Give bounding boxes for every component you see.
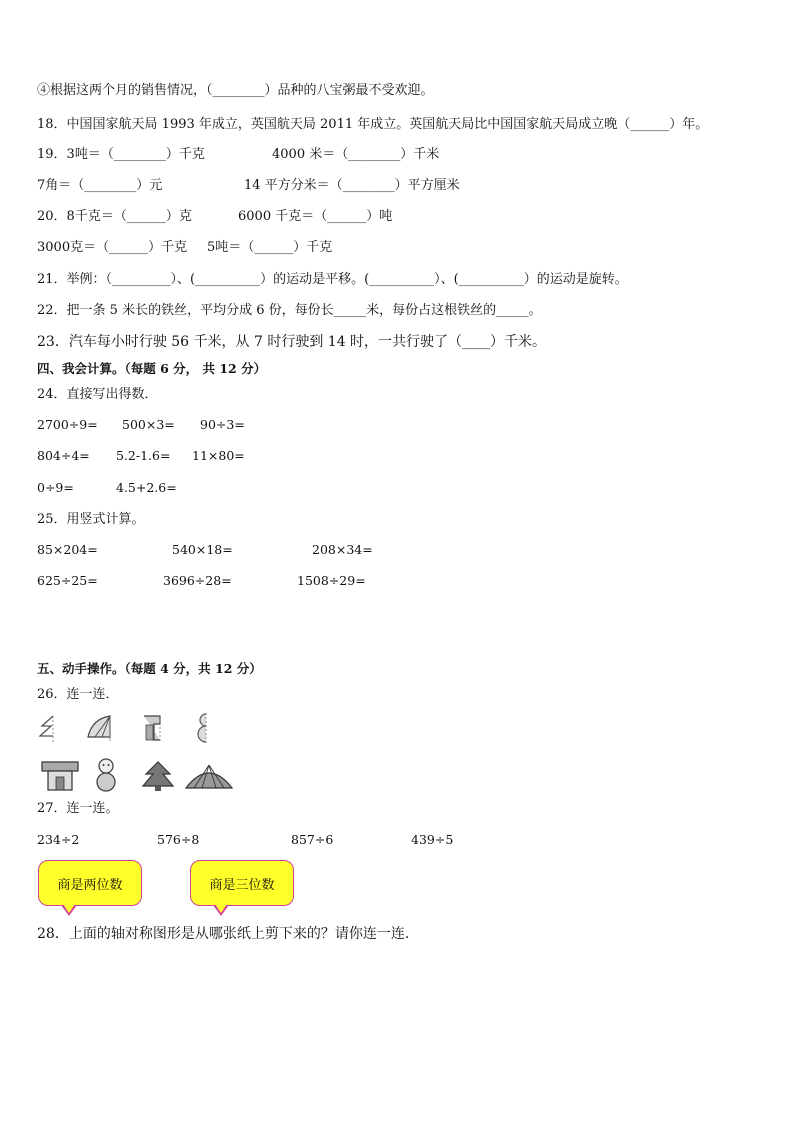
section-5-heading [37,660,262,678]
question-24 [37,386,158,404]
q19-a: 19．3吨＝（________）千克 [37,147,205,162]
q27-expression: 576÷8 [157,832,200,847]
question-26 [37,686,119,704]
q27-expression: 234÷2 [37,832,80,847]
snowman-icon [94,757,118,793]
question-22 [37,302,542,320]
question-19-row2b [244,177,460,195]
q17-part4 [37,82,434,100]
q17-part4-text: ④根据这两个月的销售情况，（________）品种的八宝粥最不受欢迎。 [37,83,434,98]
three-digit-label: 商是三位数 [209,877,275,893]
question-26-text: 26．连一连． [37,687,119,702]
two-digit-label: 商是两位数 [57,877,123,893]
q25-item: 1508÷29= [297,573,366,588]
q25-item: 625÷25= [37,573,98,588]
q24-item: 4.5+2.6= [116,480,177,495]
q25-item: 85×204= [37,542,98,557]
question-22-text: 22．把一条 5 米长的铁丝，平均分成 6 份，每份长_____米，每份占这根铁丝的_____。 [37,303,542,318]
q20-b: 6000 千克＝（______）吨 [238,209,393,224]
q19-d: 14 平方分米＝（________）平方厘米 [244,178,460,193]
q25-item: 3696÷28= [163,573,232,588]
question-18-text: 18．中国国家航天局 1993 年成立，英国航天局 2011 年成立。英国航天局比中国国家航天局成立晚（______）年。 [37,117,709,132]
question-19-row1 [37,146,205,164]
q20-d: 5吨＝（______）千克 [207,240,333,255]
tree-icon [140,760,176,792]
question-19-row1b [272,146,439,164]
half-snowman-icon [194,712,212,744]
section-4-title: 四、我会计算。（每题 6 分， 共 12 分） [37,361,267,376]
question-27 [37,800,119,818]
question-19-row2 [37,177,162,195]
question-25-text: 25．用竖式计算。 [37,512,145,527]
question-20-row1b [238,208,392,226]
half-umbrella-icon [86,713,114,743]
q24-item: 2700÷9= [37,417,98,432]
question-27-text: 27．连一连。 [37,801,119,816]
question-21 [37,271,628,289]
q27-expression: 439÷5 [411,832,454,847]
q25-item: 540×18= [172,542,233,557]
umbrella-icon [184,762,234,792]
callout-tail-fill [63,904,75,913]
q24-item: 5.2-1.6= [116,448,171,463]
half-tree-icon [37,714,59,744]
q27-expression: 857÷6 [291,832,334,847]
question-18 [37,116,708,134]
question-25 [37,511,145,529]
q20-a: 20．8千克＝（______）克 [37,209,192,224]
question-20-row2 [37,239,187,257]
q19-b: 4000 米＝（________）千米 [272,147,440,162]
q25-item: 208×34= [312,542,373,557]
question-24-text: 24．直接写出得数． [37,387,158,402]
callout-tail-fill [215,904,227,913]
question-23-text: 23．汽车每小时行驶 56 千米，从 7 时行驶到 14 时，一共行驶了（____）千米。 [37,334,547,350]
half-house-icon [142,713,164,743]
q20-c: 3000克＝（______）千克 [37,240,188,255]
q24-item: 0÷9= [37,480,74,495]
question-23 [37,333,546,351]
question-21-text: 21．举例：（_________）、(__________）的运动是平移。(__________）、(__________）的运动是旋转。 [37,272,628,287]
q24-item: 500×3= [122,417,175,432]
two-digit-quotient-callout [38,860,142,906]
section-5-title: 五、动手操作。（每题 4 分，共 12 分） [37,661,262,676]
question-20-row1 [37,208,192,226]
section-4-heading [37,360,266,378]
q19-c: 7角＝（________）元 [37,178,163,193]
q24-item: 11×80= [192,448,245,463]
q24-item: 90÷3= [200,417,245,432]
question-20-row2b [207,239,332,257]
question-28-text: 28．上面的轴对称图形是从哪张纸上剪下来的？请你连一连. [37,926,410,942]
house-icon [40,760,80,792]
q24-item: 804÷4= [37,448,90,463]
three-digit-quotient-callout [190,860,294,906]
question-28 [37,925,409,943]
